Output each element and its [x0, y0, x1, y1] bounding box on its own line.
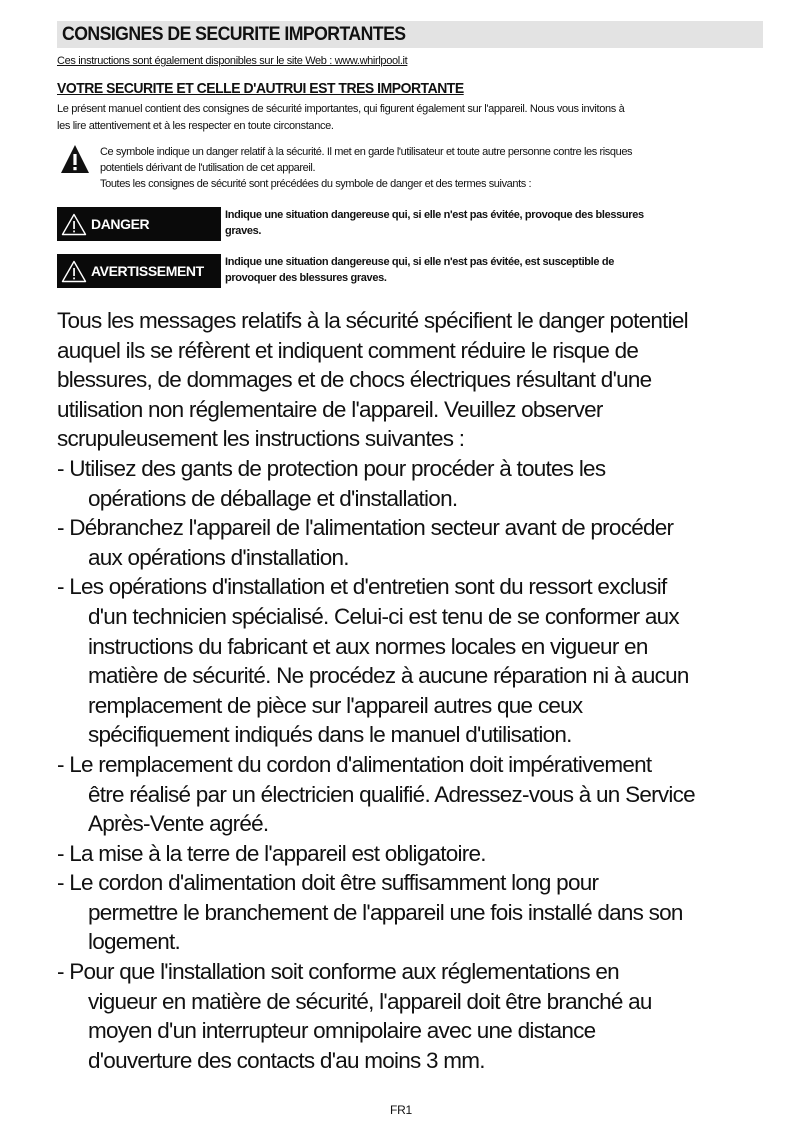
- symbol-explanation: [100, 144, 780, 192]
- signal-word: DANGER: [91, 216, 150, 232]
- page-number: FR1: [389, 1103, 413, 1117]
- safety-instructions: [57, 306, 777, 1075]
- bullet-line: d'un technicien spécialisé. Celui-ci est tenu de se conformer aux: [88, 603, 679, 629]
- bullet-line: - Le cordon d'alimentation doit être suffisamment long pour: [57, 870, 599, 896]
- section-title-bar: [57, 21, 763, 48]
- symbol-line: potentiels dérivant de l'utilisation de cet appareil.: [100, 162, 316, 174]
- signal-danger: [57, 207, 767, 241]
- bullet-line: - Utilisez des gants de protection pour procéder à toutes les: [57, 455, 606, 481]
- signal-desc-line: Indique une situation dangereuse qui, si elle n'est pas évitée, est susceptible de: [225, 256, 614, 268]
- bullet-line: Après-Vente agréé.: [88, 811, 269, 837]
- bullet-line: - Le remplacement du cordon d'alimentation doit impérativement: [57, 751, 652, 777]
- instruction-item: [57, 839, 777, 869]
- website-note: Ces instructions sont également disponibles sur le site Web : www.whirlpool.it: [57, 55, 408, 67]
- bullet-line: moyen d'un interrupteur omnipolaire avec une distance: [88, 1018, 596, 1044]
- signal-desc-line: graves.: [225, 225, 262, 237]
- warning-outline-icon: [61, 213, 87, 236]
- warning-outline-icon: [61, 260, 87, 283]
- bullet-line: être réalisé par un électricien qualifié. Adressez-vous à un Service: [88, 781, 695, 807]
- danger-label: [57, 207, 221, 241]
- bullet-line: d'ouverture des contacts d'au moins 3 mm.: [88, 1047, 485, 1073]
- bullet-line: - La mise à la terre de l'appareil est obligatoire.: [57, 840, 486, 866]
- body-line: Tous les messages relatifs à la sécurité spécifient le danger potentiel: [57, 308, 688, 333]
- bullet-line: vigueur en matière de sécurité, l'appareil doit être branché au: [88, 988, 652, 1014]
- bullet-line: - Les opérations d'installation et d'entretien sont du ressort exclusif: [57, 574, 667, 600]
- bullet-line: spécifiquement indiqués dans le manuel d'utilisation.: [88, 722, 572, 748]
- body-line: scrupuleusement les instructions suivantes :: [57, 426, 465, 452]
- bullet-line: - Débranchez l'appareil de l'alimentation secteur avant de procéder: [57, 515, 674, 541]
- bullet-line: instructions du fabricant et aux normes locales en vigueur en: [88, 633, 648, 659]
- warning-triangle-icon: [60, 144, 90, 174]
- body-line: blessures, de dommages et de chocs électriques résultant d'une: [57, 367, 652, 393]
- instruction-item: [57, 572, 777, 750]
- instruction-item: [57, 750, 777, 839]
- avertissement-label: [57, 254, 221, 288]
- intro-paragraph: [57, 101, 767, 135]
- signal-description: [225, 207, 765, 239]
- signal-description: [225, 254, 765, 286]
- body-line: auquel ils se réfèrent et indiquent comment réduire le risque de: [57, 337, 639, 363]
- bullet-line: opérations de déballage et d'installation.: [88, 485, 458, 511]
- signal-desc-line: Indique une situation dangereuse qui, si elle n'est pas évitée, provoque des blessures: [225, 209, 644, 221]
- bullet-line: remplacement de pièce sur l'appareil autres que ceux: [88, 692, 583, 718]
- intro-line: Le présent manuel contient des consignes de sécurité importantes, qui figurent également sur l'appareil. Nous vous invitons à: [57, 103, 625, 115]
- instructions-intro: [57, 306, 777, 454]
- page-title: CONSIGNES DE SECURITE IMPORTANTES: [62, 23, 406, 45]
- instruction-item: [57, 868, 777, 957]
- instruction-item: [57, 454, 777, 513]
- instruction-item: [57, 513, 777, 572]
- bullet-line: - Pour que l'installation soit conforme aux réglementations en: [57, 959, 619, 985]
- signal-desc-line: provoquer des blessures graves.: [225, 272, 387, 284]
- bullet-line: permettre le branchement de l'appareil une fois installé dans son: [88, 899, 683, 925]
- body-line: utilisation non réglementaire de l'appareil. Veuillez observer: [57, 396, 603, 422]
- symbol-line: Toutes les consignes de sécurité sont précédées du symbole de danger et des termes suivants :: [100, 178, 532, 190]
- symbol-line: Ce symbole indique un danger relatif à la sécurité. Il met en garde l'utilisateur et toute autre personne contre les risques: [100, 146, 633, 158]
- instruction-item: [57, 957, 777, 1075]
- bullet-line: logement.: [88, 929, 181, 955]
- signal-word: AVERTISSEMENT: [91, 263, 204, 279]
- bullet-line: aux opérations d'installation.: [88, 544, 349, 570]
- safety-subtitle: VOTRE SECURITE ET CELLE D'AUTRUI EST TRES IMPORTANTE: [57, 80, 464, 97]
- bullet-line: matière de sécurité. Ne procédez à aucune réparation ni à aucun: [88, 663, 689, 689]
- intro-line: les lire attentivement et à les respecter en toute circonstance.: [57, 120, 334, 132]
- signal-avertissement: [57, 254, 767, 288]
